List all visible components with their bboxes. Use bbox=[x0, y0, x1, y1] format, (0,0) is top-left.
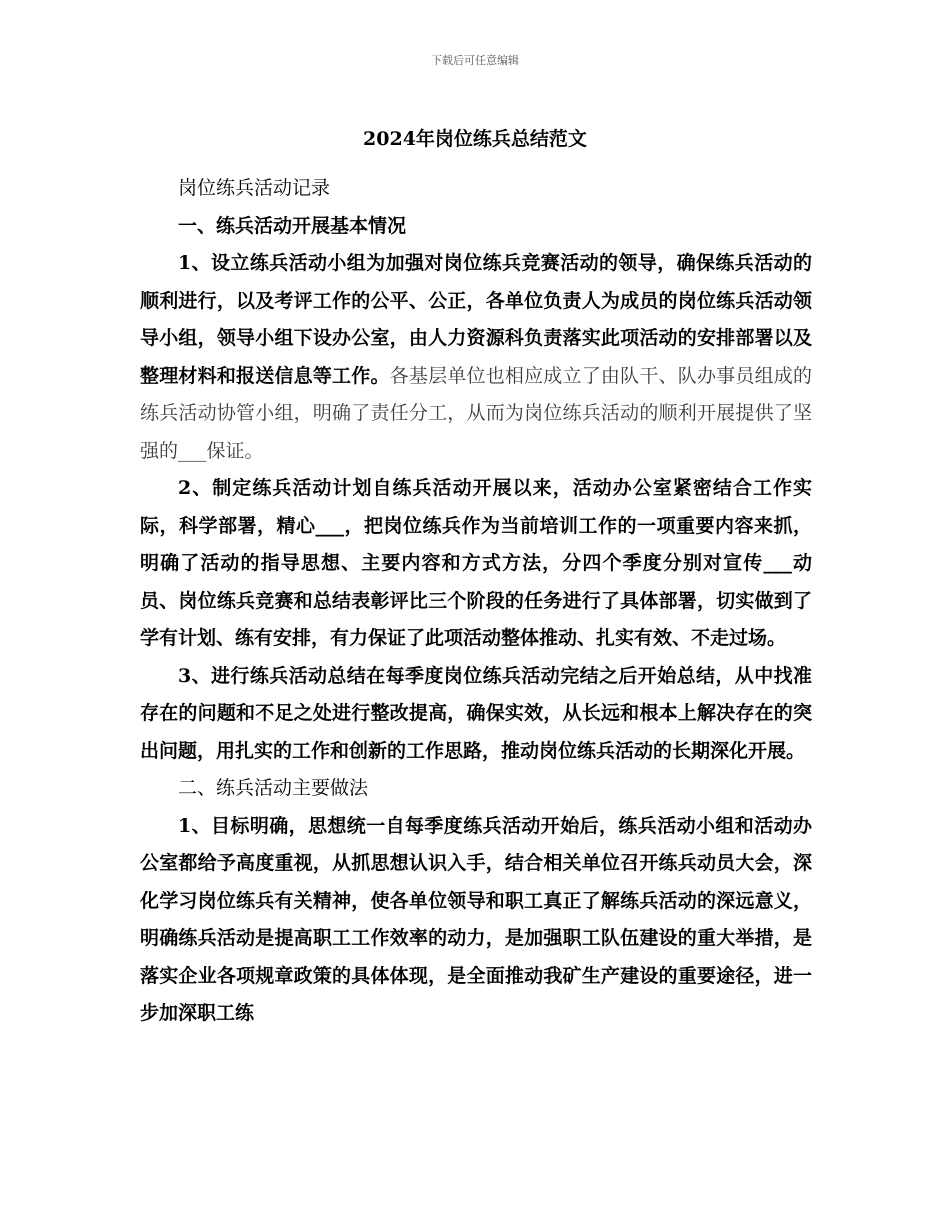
document-body bbox=[140, 170, 812, 1033]
paragraph-1-light-text: 各基层单位也相应成立了由队干、队办事员组成的练兵活动协管小组，明确了责任分工，从而为岗位练兵活动的顺利开展提供了坚强的___保证。 bbox=[140, 364, 812, 462]
paragraph-3: 3、进行练兵活动总结在每季度岗位练兵活动完结之后开始总结，从中找准存在的问题和不足之处进行整改提高，确保实效，从长远和根本上解决存在的突出问题，用扎实的工作和创新的工作思路，推动岗位练兵活动的长期深化开展。 bbox=[140, 664, 812, 762]
record-heading: 岗位练兵活动记录 bbox=[178, 177, 331, 199]
document-title: 2024年岗位练兵总结范文 bbox=[363, 128, 587, 150]
section-2-heading: 二、练兵活动主要做法 bbox=[178, 777, 369, 799]
paragraph-1 bbox=[140, 245, 812, 470]
paragraph-2: 2、制定练兵活动计划自练兵活动开展以来，活动办公室紧密结合工作实际，科学部署，精心___，把岗位练兵作为当前培训工作的一项重要内容来抓，明确了活动的指导思想、主要内容和方式方法，分四个季度分别对宣传___动员、岗位练兵竞赛和总结表彰评比三个阶段的任务进行了具体部署，切实做到了学有计划、练有安排，有力保证了此项活动整体推动、扎实有效、不走过场。 bbox=[140, 477, 812, 649]
section-1-heading: 一、练兵活动开展基本情况 bbox=[178, 214, 407, 237]
paragraph-1-bold-text: 1、设立练兵活动小组为加强对岗位练兵竞赛活动的领导，确保练兵活动的顺利进行，以及考评工作的公平、公正，各单位负责人为成员的岗位练兵活动领导小组，领导小组下设办公室，由人力资源科负责落实此项活动的安排部署以及整理材料和报送信息等工作。 bbox=[140, 252, 812, 387]
paragraph-4: 1、目标明确，思想统一自每季度练兵活动开始后，练兵活动小组和活动办公室都给予高度重视，从抓思想认识入手，结合相关单位召开练兵动员大会，深化学习岗位练兵有关精神，使各单位领导和职工真正了解练兵活动的深远意义，明确练兵活动是提高职工工作效率的动力，是加强职工队伍建设的重大举措，是落实企业各项规章政策的具体体现，是全面推动我矿生产建设的重要途径，进一步加深职工练 bbox=[140, 814, 812, 1024]
header-note: 下载后可任意编辑 bbox=[431, 54, 519, 67]
